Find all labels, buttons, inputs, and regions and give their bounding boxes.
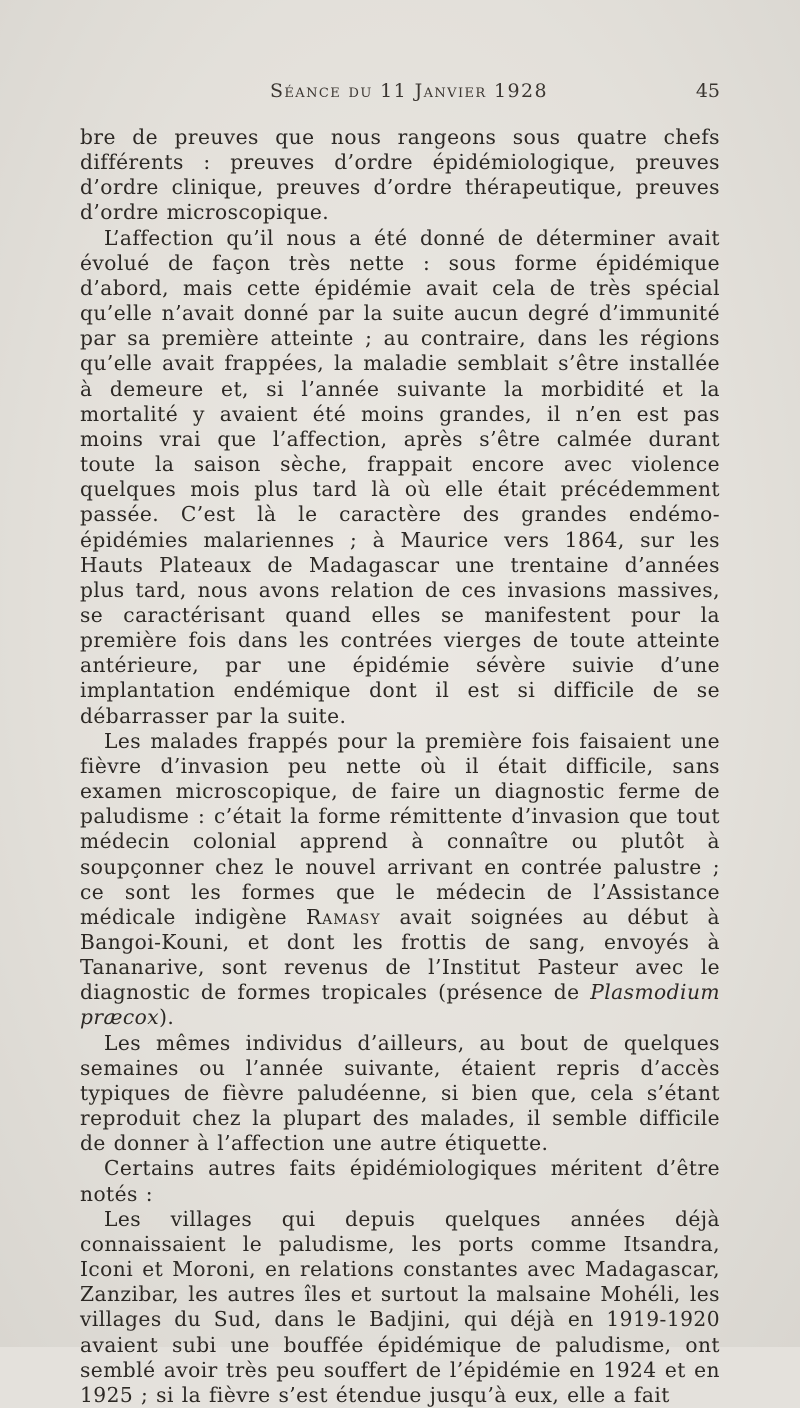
page-header: [80, 80, 720, 106]
paragraph-other-facts: Certains autres faits épidémiologiques méritent d’être notés :: [80, 1156, 720, 1206]
paragraph-continued-evidence: bre de preuves que nous rangeons sous quatre chefs différents : preuves d’ordre épidémiologique, preuves d’ordre clinique, preuves d’ordre thérapeutique, preuves d’ordre microscopique.: [80, 125, 720, 225]
paragraph-first-attack-part1: Les malades frappés pour la première fois faisaient une fièvre d’invasion peu nette où il était difficile, sans examen microscopique, de faire un diagnostic ferme de paludisme : c’était la forme rémittente d’invasion que tout médecin colonial apprend à connaître ou plutôt à soupçonner chez le nouvel arrivant en contrée palustre ; ce sont les formes que le médecin de l’Assistance médicale indigène: [80, 728, 720, 929]
paragraph-relapse: Les mêmes individus d’ailleurs, au bout de quelques semaines ou l’année suivante, étaient repris d’accès typiques de fièvre paludéenne, si bien que, cela s’étant reproduit chez la plupart des malades, il semble difficile de donner à l’affection une autre étiquette.: [80, 1030, 720, 1156]
running-title: Séance du 11 Janvier 1928: [270, 80, 548, 102]
paragraph-epidemic-evolution: L’affection qu’il nous a été donné de déterminer avait évolué de façon très nette : sous forme épidémique d’abord, mais cette épidémie avait cela de très spécial qu’elle n’avait donné par la suite aucun degré d’immunité par sa première atteinte ; au contraire, dans les régions qu’elle avait frappées, la maladie semblait s’être installée à demeure et, si l’année suivante la morbidité et la mortalité y avaient été moins grandes, il n’en est pas moins vrai que l’affection, après s’être calmée durant toute la saison sèche, frappait encore avec violence quelques mois plus tard là où elle était précédemment passée. C’est là le caractère des grandes endémo-épidémies malariennes ; à Maurice vers 1864, sur les Hauts Plateaux de Madagascar une trentaine d’années plus tard, nous avons relation de ces invasions massives, se caractérisant quand elles se manifestent pour la première fois dans les contrées vierges de toute atteinte antérieure, par une épidémie sévère suivie d’une implantation endémique dont il est si difficile de se débarrasser par la suite.: [80, 225, 720, 728]
paragraph-villages: Les villages qui depuis quelques années déjà connaissaient le paludisme, les ports comme Itsandra, Iconi et Moroni, en relations constantes avec Madagascar, Zanzibar, les autres îles et surtout la malsaine Mohéli, les villages du Sud, dans le Badjini, qui déjà en 1919-1920 avaient subi une bouffée épidémique de paludisme, ont semblé avoir très peu souffert de l’épidémie en 1924 et en 1925 ; si la fièvre s’est étendue jusqu’à eux, elle a fait: [80, 1206, 720, 1407]
paragraph-first-attack-closing: ).: [159, 1005, 175, 1030]
paragraph-first-attack-part2: avait soignées au début à Bangoi-Kouni, et dont les frottis de sang, envoyés à Tananarive, sont revenus de l’Institut Pasteur avec le diagnostic de formes tropicales (présence de: [80, 904, 720, 1005]
species-name: Plasmodium præcox: [80, 980, 720, 1030]
page-number: 45: [695, 80, 720, 102]
doctor-name: Ramasy: [305, 904, 381, 929]
paragraph-first-attack: [80, 729, 720, 1031]
body-text: [80, 125, 720, 1408]
